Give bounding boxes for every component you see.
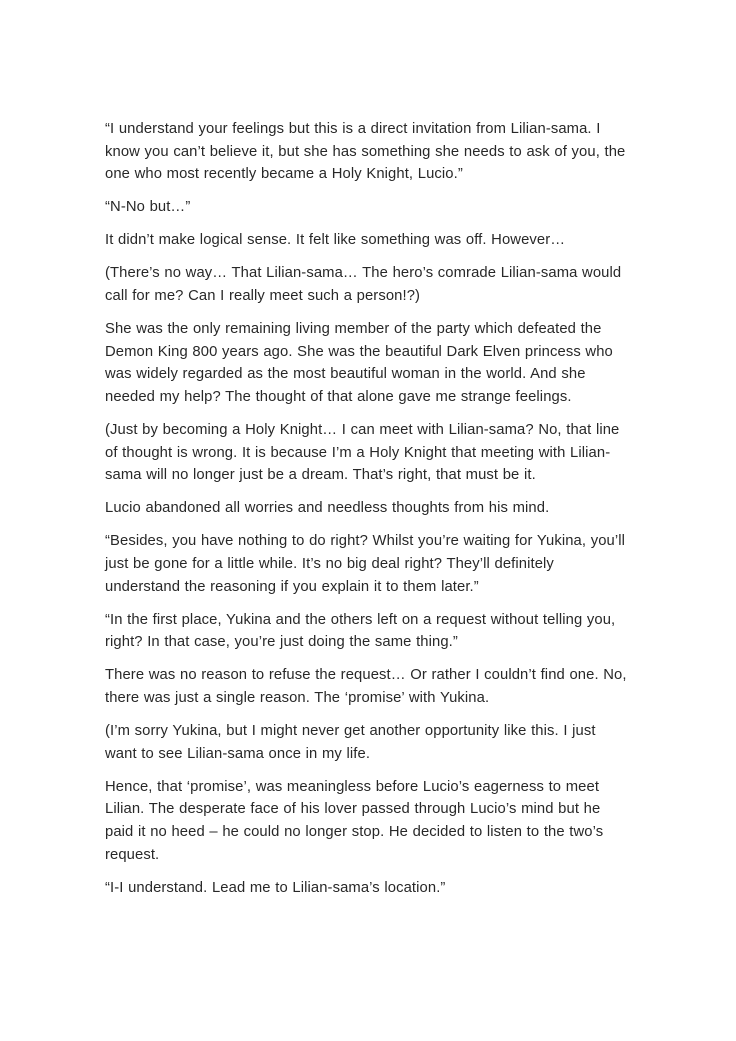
paragraph: “In the first place, Yukina and the others left on a request without telling you, right? In that case, you’re just doing the same thing.”: [105, 611, 616, 651]
paragraph: (I’m sorry Yukina, but I might never get another opportunity like this. I just want to see Lilian-sama once in my life.: [105, 723, 596, 762]
paragraph: “N-No but…”: [105, 199, 191, 216]
paragraph: “Besides, you have nothing to do right? Whilst you’re waiting for Yukina, you’ll just be gone for a little while. It’s no big deal right? They’ll definitely understand the reasoning if you explain it to them later.”: [105, 533, 626, 595]
paragraph: (Just by becoming a Holy Knight… I can meet with Lilian-sama? No, that line of thought is wrong. It is because I’m a Holy Knight that meeting with Lilian-sama will no longer just be a dream. That’s right, that must be it.: [105, 422, 620, 484]
paragraph: (There’s no way… That Lilian-sama… The hero’s comrade Lilian-sama would call for me? Can I really meet such a person!?): [105, 265, 622, 305]
paragraph: Hence, that ‘promise’, was meaningless before Lucio’s eagerness to meet Lilian. The desperate face of his lover passed through Lucio’s mind but he paid it no heed – he could no longer stop. He decided to listen to the two’s request.: [105, 778, 604, 863]
paragraph: It didn’t make logical sense. It felt like something was off. However…: [105, 232, 566, 249]
paragraph: “I understand your feelings but this is a direct invitation from Lilian-sama. I know you can’t believe it, but she has something she needs to ask of you, the one who most recently became a Holy Knight, Lucio.”: [105, 121, 626, 183]
paragraph: There was no reason to refuse the request… Or rather I couldn’t find one. No, there was just a single reason. The ‘promise’ with Yukina.: [105, 667, 627, 706]
paragraph: She was the only remaining living member of the party which defeated the Demon King 800 years ago. She was the beautiful Dark Elven princess who was widely regarded as the most beautiful woman in the world. And she needed my help? The thought of that alone gave me strange feelings.: [105, 321, 613, 405]
paragraph: “I-I understand. Lead me to Lilian-sama’s location.”: [105, 879, 446, 896]
paragraph: Lucio abandoned all worries and needless thoughts from his mind.: [105, 500, 550, 517]
